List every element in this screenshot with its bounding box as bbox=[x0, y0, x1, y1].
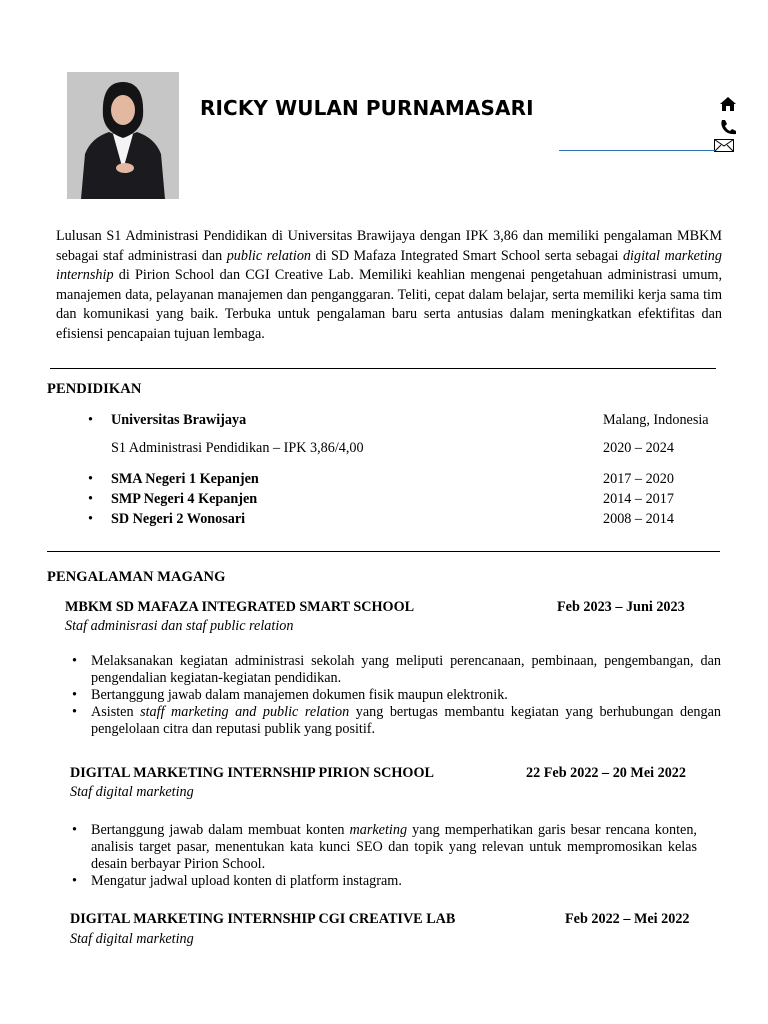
job-title: DIGITAL MARKETING INTERNSHIP PIRION SCHOOL bbox=[70, 765, 434, 781]
duty-item: • Bertanggung jawab dalam membuat konten marketing yang memperhatikan garis besar rencana konten, analisis target pasar, menentukan kata kunci SEO dan topik yang relevan untuk mempromosikan kelas desain berbayar Pirion School. bbox=[72, 822, 697, 872]
profile-photo bbox=[67, 72, 179, 199]
job-role: Staf adminisrasi dan staf public relation bbox=[65, 618, 294, 634]
phone-icon bbox=[719, 119, 737, 135]
experience-heading: PENGALAMAN MAGANG bbox=[47, 569, 226, 585]
education-item: • SMA Negeri 1 Kepanjen 2017 – 2020 bbox=[88, 471, 674, 487]
job-title: DIGITAL MARKETING INTERNSHIP CGI CREATIVE LAB bbox=[70, 911, 456, 927]
education-item: • Universitas Brawijaya Malang, Indonesia bbox=[88, 412, 709, 428]
job-role: Staf digital marketing bbox=[70, 784, 194, 800]
education-heading: PENDIDIKAN bbox=[47, 381, 142, 397]
education-item: • SMP Negeri 4 Kepanjen 2014 – 2017 bbox=[88, 491, 674, 507]
contact-underline bbox=[559, 150, 715, 151]
education-detail: S1 Administrasi Pendidikan – IPK 3,86/4,00 2020 – 2024 bbox=[111, 440, 674, 456]
section-divider bbox=[50, 368, 716, 369]
profile-summary: Lulusan S1 Administrasi Pendidikan di Universitas Brawijaya dengan IPK 3,86 dan memiliki pengalaman MBKM sebagai staf administrasi dan public relation di SD Mafaza Integrated Smart School serta sebagai digital marketing internship di Pirion School dan CGI Creative Lab. Memiliki keahlian mengenai pengetahuan administrasi umum, manajemen data, pelayanan manajemen dan penganggaran. Teliti, cepat dalam belajar, serta memiliki kerja sama tim dan komunikasi yang baik. Terbuka untuk pengalaman baru serta antusias dalam meningkatkan efektifitas dan efisiensi pencapaian tujuan lembaga. bbox=[56, 228, 722, 342]
job-period: 22 Feb 2022 – 20 Mei 2022 bbox=[526, 765, 686, 781]
education-item: • SD Negeri 2 Wonosari 2008 – 2014 bbox=[88, 511, 674, 527]
job-period: Feb 2022 – Mei 2022 bbox=[565, 911, 690, 927]
envelope-icon bbox=[714, 139, 734, 152]
duty-item: • Asisten staff marketing and public relation yang bertugas membantu kegiatan yang berhubungan dengan pengelolaan citra dan reputasi publik yang positif. bbox=[72, 704, 722, 737]
duty-item: • Mengatur jadwal upload konten di platform instagram. bbox=[72, 873, 402, 889]
section-divider bbox=[47, 551, 720, 552]
home-icon bbox=[719, 96, 737, 112]
job-period: Feb 2023 – Juni 2023 bbox=[557, 599, 685, 615]
duty-item: • Melaksanakan kegiatan administrasi sekolah yang meliputi perencanaan, pembinaan, pengembangan, dan pengendalian kegiatan-kegiatan pendidikan. bbox=[72, 653, 721, 686]
job-title: MBKM SD MAFAZA INTEGRATED SMART SCHOOL bbox=[65, 599, 415, 615]
full-name: RICKY WULAN PURNAMASARI bbox=[200, 96, 534, 120]
job-role: Staf digital marketing bbox=[70, 931, 194, 947]
duty-list bbox=[70, 653, 721, 738]
duty-item: • Bertanggung jawab dalam manajemen dokumen fisik maupun elektronik. bbox=[72, 687, 508, 703]
duty-list bbox=[70, 822, 697, 890]
